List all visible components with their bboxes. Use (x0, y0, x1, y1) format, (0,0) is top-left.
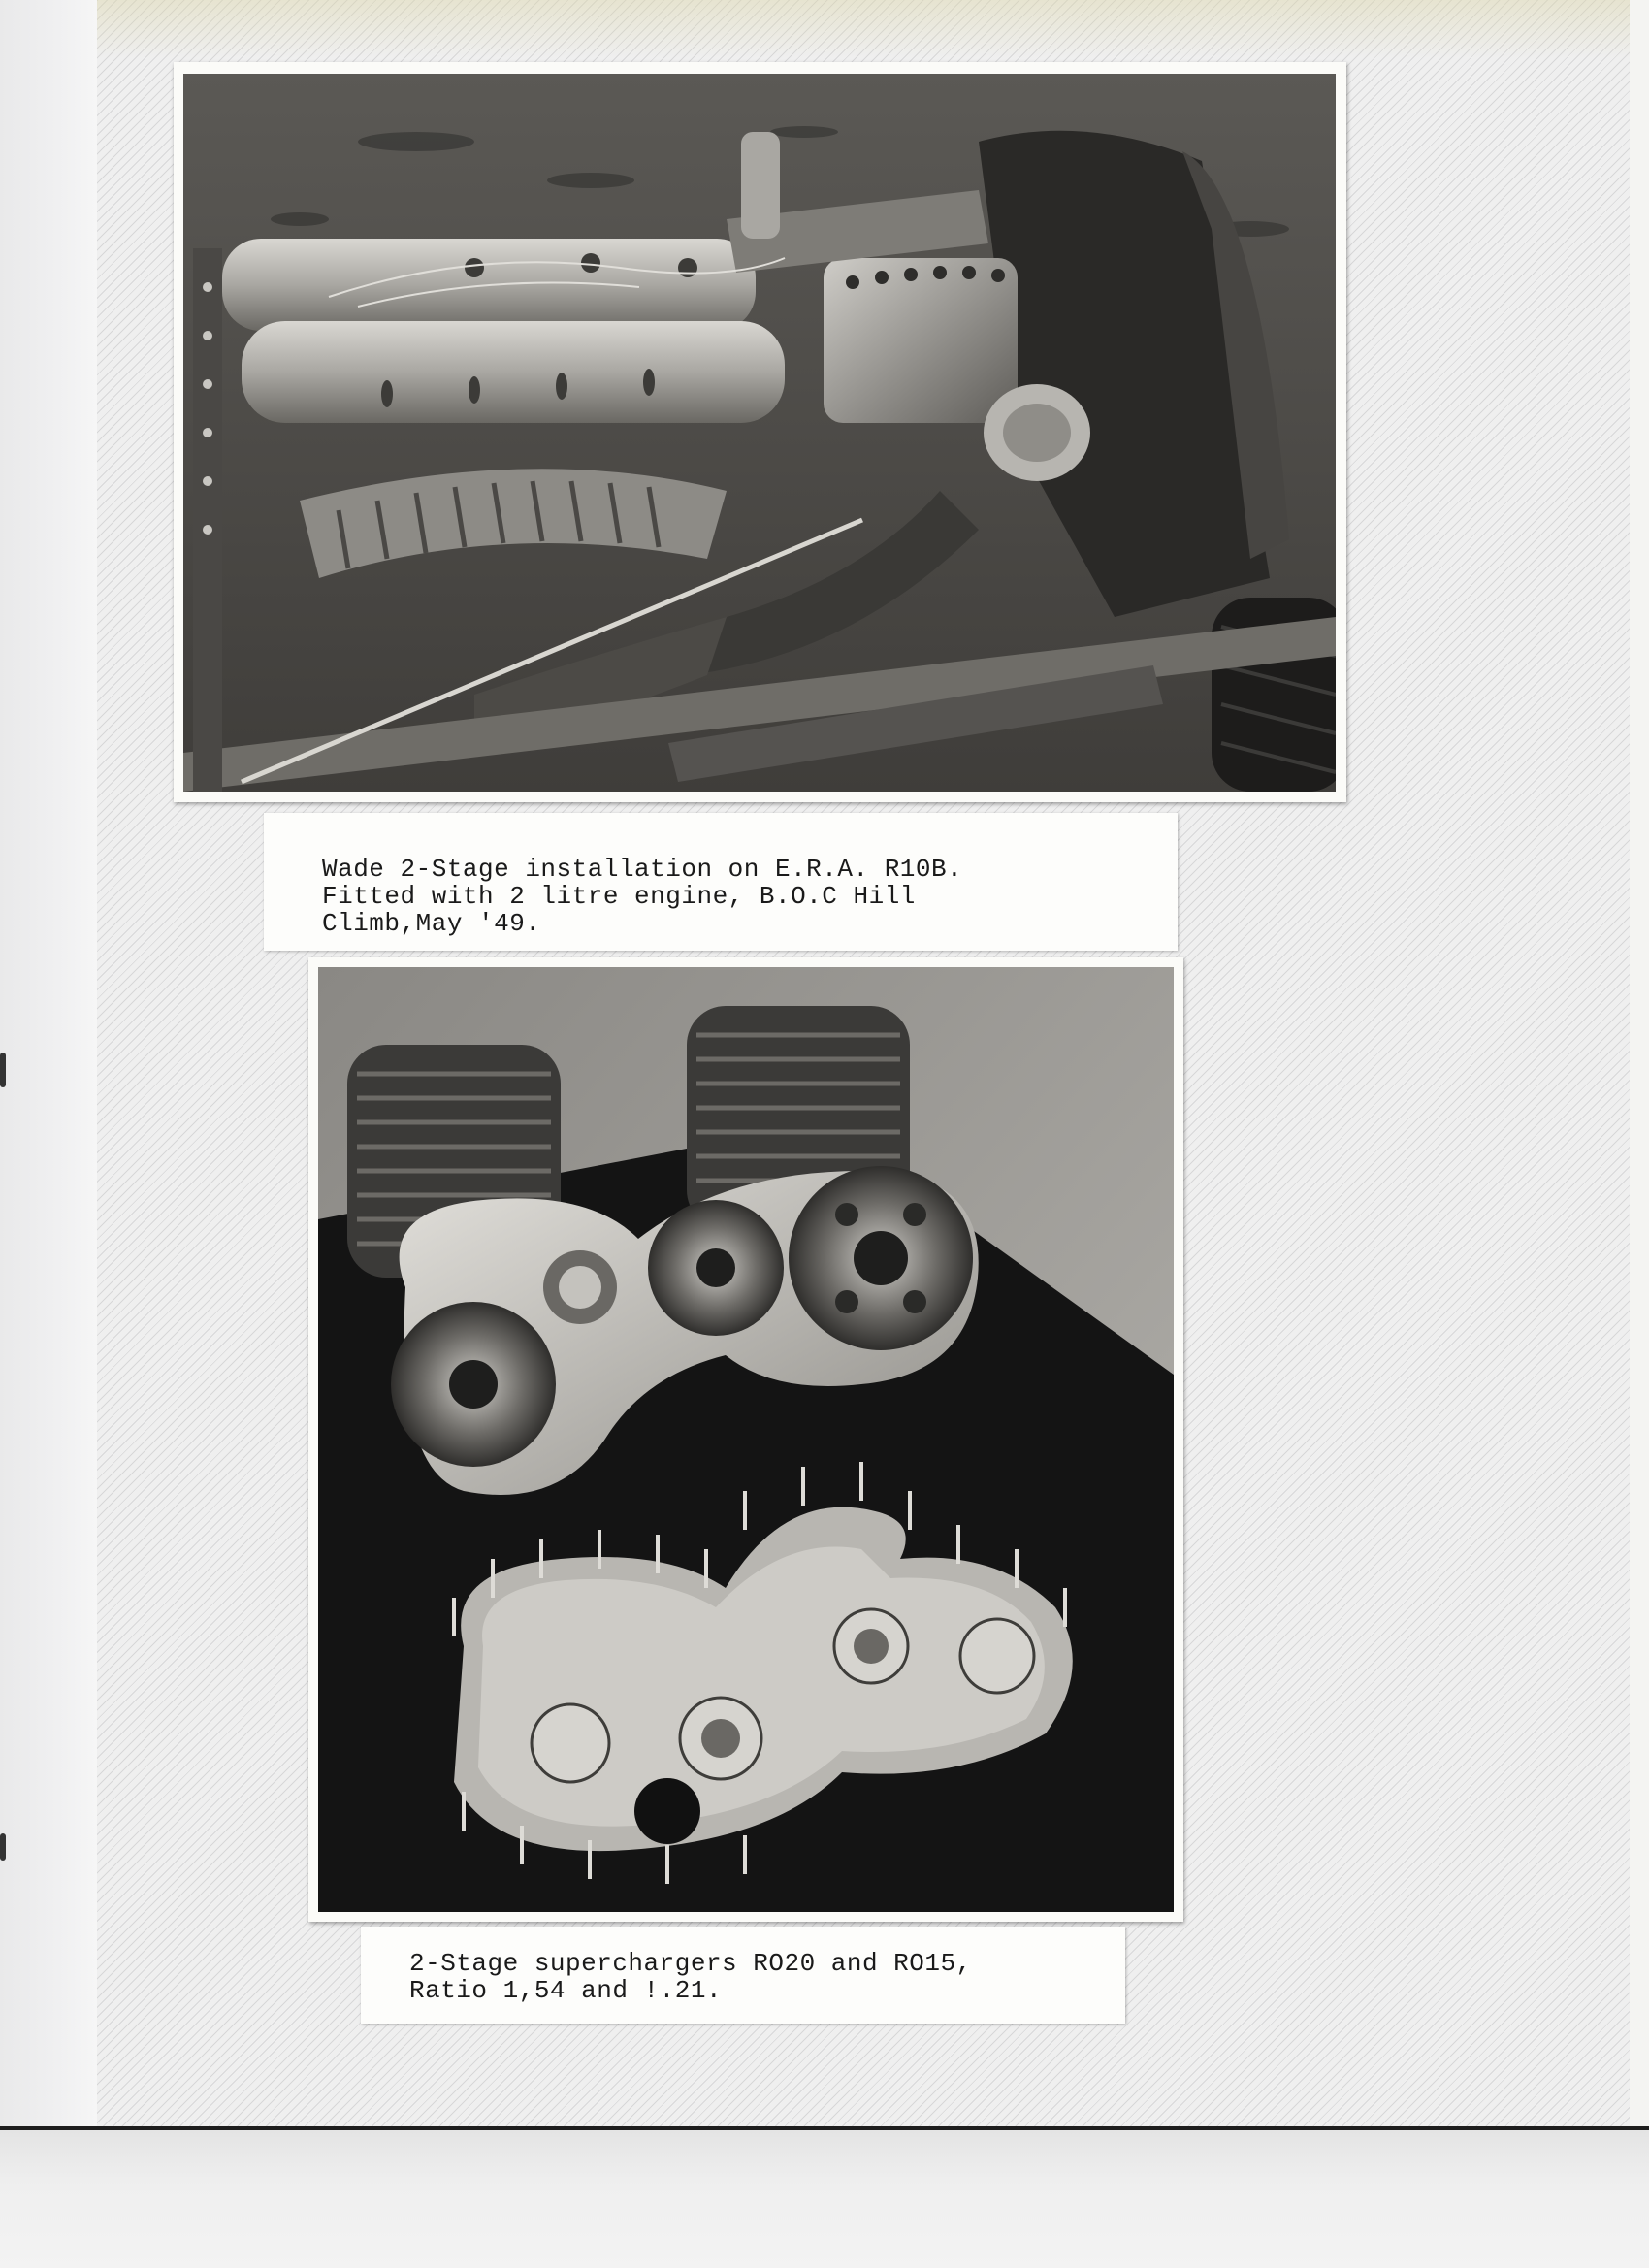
caption-line: Climb,May '49. (322, 909, 541, 938)
caption-slip-top (264, 813, 1178, 951)
caption-line: Wade 2-Stage installation on E.R.A. R10B. (322, 855, 963, 884)
scanner-margin-bottom (0, 2130, 1649, 2268)
caption-line: Fitted with 2 litre engine, B.O.C Hill (322, 882, 916, 911)
photo-print-top (174, 62, 1346, 802)
supercharger-gearcase-photo (318, 967, 1174, 1912)
photo-print-bottom (308, 957, 1183, 1922)
binding-hole-mark (0, 1833, 6, 1861)
caption-line: Ratio 1,54 and !.21. (409, 1976, 723, 2005)
engine-bay-photo (183, 74, 1336, 792)
caption-slip-bottom (361, 1927, 1125, 2024)
scanner-margin-left (0, 0, 97, 2134)
binding-hole-mark (0, 1053, 6, 1087)
caption-line: 2-Stage superchargers RO20 and RO15, (409, 1949, 972, 1978)
